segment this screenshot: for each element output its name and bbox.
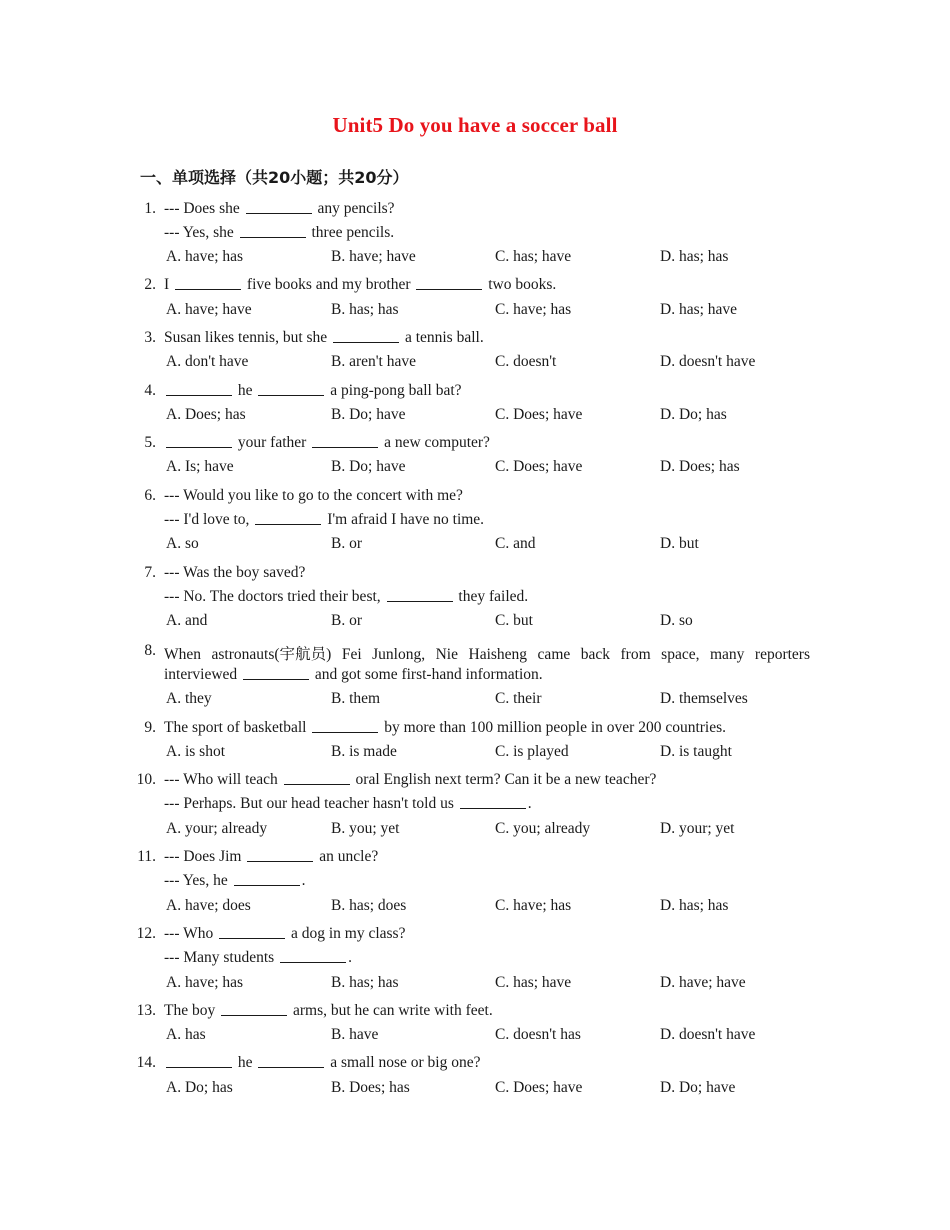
question-number: 1. bbox=[144, 200, 156, 217]
answer-option[interactable]: D. doesn't have bbox=[660, 1026, 756, 1043]
question-number: 4. bbox=[144, 382, 156, 399]
answer-option[interactable]: C. has; have bbox=[495, 974, 572, 991]
answer-option[interactable]: D. have; have bbox=[660, 974, 746, 991]
answer-option[interactable]: B. has; does bbox=[331, 897, 407, 914]
answer-option[interactable]: A. have; does bbox=[166, 897, 251, 914]
answer-blank bbox=[312, 446, 378, 448]
answer-option[interactable]: C. is played bbox=[495, 743, 569, 760]
answer-option[interactable]: A. have; has bbox=[166, 248, 244, 265]
answer-option[interactable]: C. have; has bbox=[495, 897, 572, 914]
question-number: 6. bbox=[144, 487, 156, 504]
answer-option[interactable]: D. but bbox=[660, 535, 699, 552]
answer-blank bbox=[247, 860, 313, 862]
answer-option[interactable]: D. Does; has bbox=[660, 458, 740, 475]
answer-option[interactable]: A. don't have bbox=[166, 353, 249, 370]
answer-blank bbox=[234, 884, 300, 886]
answer-blank bbox=[166, 1066, 232, 1068]
answer-option[interactable]: C. their bbox=[495, 690, 542, 707]
answer-option[interactable]: B. have; have bbox=[331, 248, 416, 265]
answer-blank bbox=[387, 600, 453, 602]
answer-option[interactable]: B. Do; have bbox=[331, 458, 406, 475]
question-text: --- Who will teach oral English next term? Can it be a new teacher? bbox=[164, 771, 657, 788]
question-text: --- Many students . bbox=[164, 949, 352, 966]
answer-blank bbox=[175, 288, 241, 290]
answer-option[interactable]: A. they bbox=[166, 690, 212, 707]
question-text: Susan likes tennis, but she a tennis ball. bbox=[164, 329, 484, 346]
question-text: he a small nose or big one? bbox=[164, 1054, 481, 1072]
answer-option[interactable]: D. your; yet bbox=[660, 820, 735, 837]
answer-option[interactable]: D. has; have bbox=[660, 301, 738, 318]
answer-blank bbox=[258, 394, 324, 396]
question-number: 13. bbox=[136, 1002, 156, 1019]
question-text: --- Perhaps. But our head teacher hasn't told us . bbox=[164, 795, 532, 812]
answer-blank bbox=[221, 1014, 287, 1016]
answer-blank bbox=[219, 937, 285, 939]
answer-blank bbox=[280, 961, 346, 963]
question-text: --- Would you like to go to the concert with me? bbox=[164, 487, 463, 504]
question-text: --- Who a dog in my class? bbox=[164, 925, 406, 942]
question-text: interviewed and got some first-hand information. bbox=[164, 666, 543, 683]
answer-option[interactable]: B. Does; has bbox=[331, 1079, 410, 1096]
question-text: he a ping-pong ball bat? bbox=[164, 382, 462, 400]
answer-blank bbox=[416, 288, 482, 290]
question-number: 5. bbox=[144, 434, 156, 451]
answer-option[interactable]: A. so bbox=[166, 535, 199, 552]
question-text: --- I'd love to, I'm afraid I have no time. bbox=[164, 511, 485, 528]
answer-blank bbox=[246, 212, 312, 214]
question-text: your father a new computer? bbox=[164, 434, 490, 452]
answer-option[interactable]: B. you; yet bbox=[331, 820, 400, 837]
answer-blank bbox=[240, 236, 306, 238]
answer-option[interactable]: D. has; has bbox=[660, 248, 729, 265]
question-text: The boy arms, but he can write with feet. bbox=[164, 1002, 493, 1019]
answer-option[interactable]: A. have; have bbox=[166, 301, 252, 318]
answer-blank bbox=[284, 783, 350, 785]
answer-blank bbox=[460, 807, 526, 809]
answer-option[interactable]: B. them bbox=[331, 690, 381, 707]
answer-option[interactable]: A. is shot bbox=[166, 743, 225, 760]
answer-option[interactable]: A. Is; have bbox=[166, 458, 234, 475]
answer-option[interactable]: C. Does; have bbox=[495, 1079, 583, 1096]
answer-blank bbox=[258, 1066, 324, 1068]
answer-option[interactable]: C. you; already bbox=[495, 820, 591, 837]
answer-blank bbox=[312, 731, 378, 733]
answer-option[interactable]: C. doesn't has bbox=[495, 1026, 581, 1043]
question-text: --- Was the boy saved? bbox=[164, 564, 306, 581]
question-number: 7. bbox=[144, 564, 156, 581]
answer-blank bbox=[243, 678, 309, 680]
question-number: 11. bbox=[137, 848, 156, 865]
answer-option[interactable]: D. has; has bbox=[660, 897, 729, 914]
answer-option[interactable]: C. but bbox=[495, 612, 533, 629]
answer-option[interactable]: D. Do; has bbox=[660, 406, 727, 423]
answer-blank bbox=[166, 394, 232, 396]
question-text: When astronauts(宇航员) Fei Junlong, Nie Haisheng came back from space, many reporters bbox=[164, 646, 810, 663]
answer-option[interactable]: C. have; has bbox=[495, 301, 572, 318]
answer-option[interactable]: A. have; has bbox=[166, 974, 244, 991]
answer-option[interactable]: A. Do; has bbox=[166, 1079, 233, 1096]
answer-option[interactable]: B. is made bbox=[331, 743, 397, 760]
section-heading: 一、单项选择（共20小题；共20分） bbox=[140, 168, 409, 187]
question-text: The sport of basketball by more than 100 million people in over 200 countries. bbox=[164, 719, 727, 736]
answer-blank bbox=[255, 523, 321, 525]
answer-blank bbox=[333, 341, 399, 343]
answer-option[interactable]: D. is taught bbox=[660, 743, 732, 760]
answer-option[interactable]: D. Do; have bbox=[660, 1079, 736, 1096]
answer-option[interactable]: A. and bbox=[166, 612, 208, 629]
question-number: 8. bbox=[144, 642, 156, 659]
answer-option[interactable]: C. and bbox=[495, 535, 536, 552]
question-number: 9. bbox=[144, 719, 156, 736]
question-text: --- Yes, she three pencils. bbox=[164, 224, 395, 241]
answer-option[interactable]: D. doesn't have bbox=[660, 353, 756, 370]
page-title: Unit5 Do you have a soccer ball bbox=[332, 113, 618, 137]
question-text: I five books and my brother two books. bbox=[164, 276, 557, 293]
answer-blank bbox=[166, 446, 232, 448]
question-text: --- Does she any pencils? bbox=[164, 200, 395, 217]
answer-option[interactable]: D. themselves bbox=[660, 690, 748, 707]
question-number: 14. bbox=[136, 1054, 156, 1071]
answer-option[interactable]: A. your; already bbox=[166, 820, 268, 837]
answer-option[interactable]: B. or bbox=[331, 612, 362, 629]
answer-option[interactable]: B. Do; have bbox=[331, 406, 406, 423]
question-text: --- Yes, he . bbox=[164, 872, 306, 889]
answer-option[interactable]: C. Does; have bbox=[495, 406, 583, 423]
answer-option[interactable]: B. or bbox=[331, 535, 362, 552]
question-text: --- Does Jim an uncle? bbox=[164, 848, 379, 865]
answer-option[interactable]: A. Does; has bbox=[166, 406, 246, 423]
question-number: 2. bbox=[144, 276, 156, 293]
question-number: 3. bbox=[144, 329, 156, 346]
answer-option[interactable]: B. aren't have bbox=[331, 353, 416, 370]
answer-option[interactable]: C. doesn't bbox=[495, 353, 557, 370]
question-number: 12. bbox=[136, 925, 156, 942]
answer-option[interactable]: D. so bbox=[660, 612, 693, 629]
answer-option[interactable]: B. has; has bbox=[331, 301, 399, 318]
answer-option[interactable]: C. Does; have bbox=[495, 458, 583, 475]
answer-option[interactable]: B. has; has bbox=[331, 974, 399, 991]
question-number: 10. bbox=[136, 771, 156, 788]
answer-option[interactable]: B. have bbox=[331, 1026, 379, 1043]
question-text: --- No. The doctors tried their best, they failed. bbox=[164, 588, 529, 605]
answer-option[interactable]: A. has bbox=[166, 1026, 206, 1043]
answer-option[interactable]: C. has; have bbox=[495, 248, 572, 265]
